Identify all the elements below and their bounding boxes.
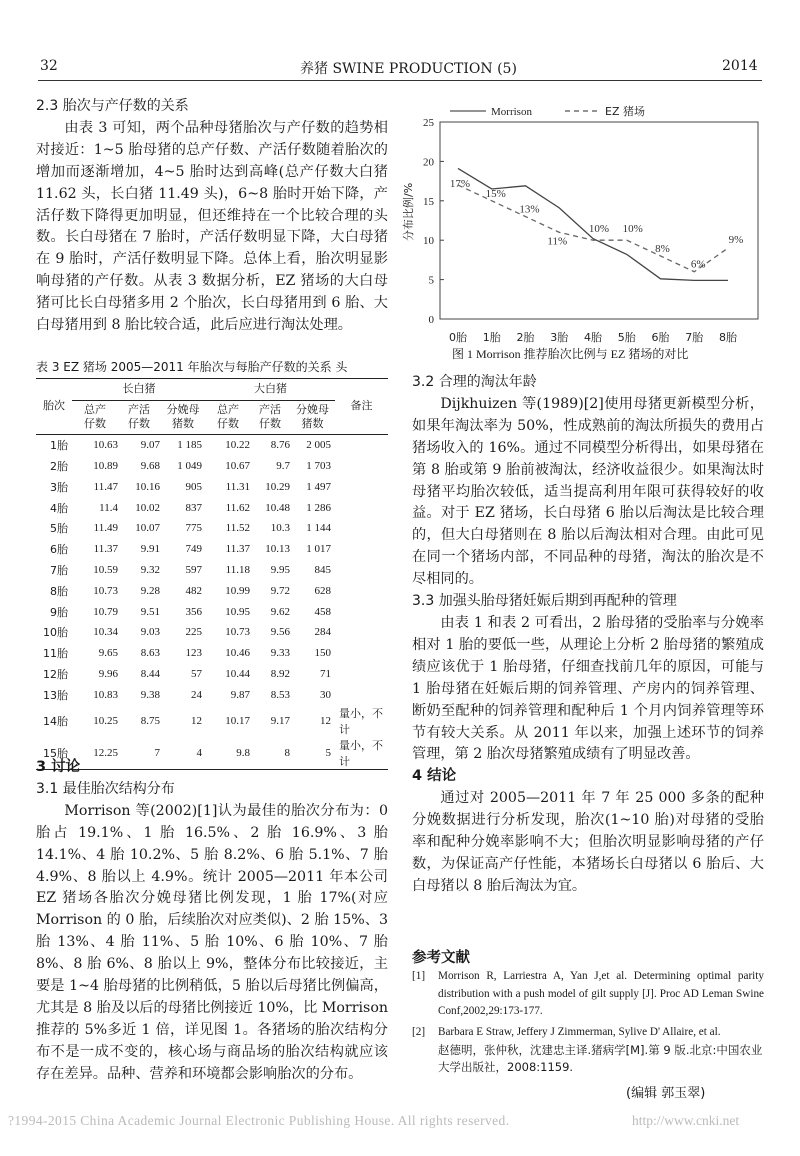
x-tick-label: 2胎 — [516, 331, 535, 344]
reference-1 — [412, 968, 764, 1021]
data-label-ez: 15% — [485, 187, 506, 200]
reference-2-text-en: Barbara E Straw, Jeffery J Zimmerman, Sylive D' Allaire, et al. — [438, 1026, 721, 1038]
data-label-ez: 13% — [519, 203, 540, 216]
table-cell: 11.37 — [93, 543, 118, 556]
table-cell-parity: 9胎 — [50, 605, 68, 619]
table-cell: 1 144 — [306, 522, 331, 535]
table-row — [36, 705, 388, 737]
th-count-l: 分娩母猪数 — [166, 403, 200, 431]
copyright-footer: ?1994-2015 China Academic Journal Electronic Publishing House. All rights reserved. — [8, 1113, 510, 1128]
table-cell: 1 703 — [306, 459, 331, 472]
table-cell: 11.62 — [225, 501, 250, 514]
y-tick-label: 0 — [428, 314, 434, 326]
table-cell: 9.96 — [98, 667, 118, 680]
table-cell-remark — [335, 622, 388, 643]
reference-2 — [412, 1024, 764, 1077]
section-3-1-body: Morrison 等(2002)[1]认为最佳的胎次分布为：0 胎占 19.1%、1 胎 16.5%、2 胎 16.9%、3 胎 14.1%、4 胎 10.2%、5 胎 8.2%、6 胎 5.1%、7 胎 4.9%、8 胎以上 4.9%。统计 2005—2011 年本公司 EZ 猪场各胎次分娩母猪比例发现，1 胎 17%(对应 Morrison 的 0 胎，后续胎次对应类似)、2 胎 15%、3 胎 13%、4 胎 11%、5 胎 10%、6 胎 10%、7 胎 8%、8 胎 6%、8 胎以上 9%，整体分布比较接近，主要是 1~4 胎母猪的比例稍低，5 胎以后母猪比例偏高，尤其是 8 胎及以后的母猪比例接近 10%，比 Morrison 推荐的 5%多近 1 倍，详见图 1。各猪场的胎次结构分布不是一成不变的，核心场与商品场的胎次结构就应该存在差异。品种、营养和环境都会影响胎次的分布。 — [36, 802, 388, 1082]
table-cell: 9.7 — [276, 459, 290, 472]
table-cell: 11.49 — [93, 522, 118, 535]
y-tick-label: 15 — [423, 195, 434, 208]
table-cell: 10.59 — [93, 563, 118, 576]
table-cell: 8.63 — [140, 647, 160, 660]
left-column — [36, 96, 388, 337]
table-row — [36, 684, 388, 705]
references-title: 参考文献 — [412, 950, 470, 966]
table-3 — [36, 378, 388, 770]
data-label-ez: 9% — [728, 234, 744, 247]
table-cell: 12.25 — [93, 747, 118, 760]
x-tick-label: 4胎 — [584, 331, 602, 344]
table-cell: 11.37 — [225, 543, 250, 556]
section-3-1-title: 3.1 最佳胎次结构分布 — [36, 780, 175, 797]
figure-1-chart — [398, 96, 766, 346]
table-cell: 10.63 — [93, 439, 118, 452]
th-live-y: 产活仔数 — [259, 403, 281, 431]
table-cell: 9.8 — [236, 747, 250, 760]
th-live-l: 产活仔数 — [128, 403, 150, 431]
section-3-2-body: Dijkhuizen 等(1989)[2]使用母猪更新模型分析，如果年淘汰率为 50%，性成熟前的淘汰所损失的费用占猪场收入的 16%。通过不同模型分析得出，如果母猪在第 8 胎或第 9 胎前被淘汰，经济收益很少。如果淘汰时母猪平均胎次较低，适当提高利用年限可获得较好的收益。对于 EZ 猪场，长白母猪 6 胎以后淘汰是比较合理的，但大白母猪则在 8 胎以后淘汰相对合理。由此可见在同一个猪场内部，不同品种的母猪，淘汰的胎次是不尽相同的。 — [412, 395, 764, 588]
section-4-title: 4 结论 — [412, 768, 457, 785]
table-cell: 837 — [185, 501, 202, 514]
table-cell: 1 049 — [177, 459, 202, 472]
journal-title: 养猪 SWINE PRODUCTION (5) — [300, 61, 517, 77]
table-cell-remark — [335, 539, 388, 560]
table-row — [36, 539, 388, 560]
table-cell-parity: 7胎 — [50, 563, 68, 577]
table-cell: 11.52 — [225, 522, 250, 535]
table-cell: 10.67 — [225, 459, 250, 472]
table-cell: 30 — [320, 688, 331, 701]
table-cell: 57 — [191, 667, 202, 680]
table-cell-remark — [335, 518, 388, 539]
table-row — [36, 601, 388, 622]
table-cell-parity: 13胎 — [43, 688, 68, 702]
table-cell-remark — [335, 684, 388, 705]
table-cell: 8.75 — [140, 715, 160, 728]
th-total-y: 总产仔数 — [217, 403, 239, 431]
table-cell: 9.32 — [140, 563, 160, 576]
table-cell: 9.91 — [140, 543, 160, 556]
figure-1-caption: 图 1 Morrison 推荐胎次比例与 EZ 猪场的对比 — [452, 347, 689, 361]
table-cell-parity: 5胎 — [50, 522, 68, 536]
table-cell: 8 — [284, 747, 290, 760]
table-cell: 1 286 — [306, 501, 331, 514]
y-tick-label: 20 — [423, 156, 434, 169]
table-cell: 123 — [185, 647, 202, 660]
table-cell: 9.72 — [270, 584, 290, 597]
table-cell: 597 — [185, 563, 202, 576]
table-cell: 9.28 — [140, 584, 160, 597]
table-cell: 10.02 — [135, 501, 160, 514]
y-tick-label: 10 — [423, 235, 434, 248]
table-cell-parity: 14胎 — [43, 715, 68, 729]
table-row — [36, 560, 388, 581]
table-cell: 9.03 — [140, 626, 160, 639]
th-yorkshire: 大白猪 — [206, 379, 335, 400]
section-3-2-title: 3.2 合理的淘汰年龄 — [412, 374, 537, 390]
table-cell-remark — [335, 643, 388, 664]
table-cell: 9.56 — [270, 626, 290, 639]
table-cell: 628 — [314, 584, 331, 597]
x-tick-label: 5胎 — [617, 331, 636, 344]
x-tick-label: 1胎 — [482, 331, 501, 344]
table-cell-parity: 6胎 — [50, 543, 68, 557]
table-cell: 8.92 — [270, 667, 290, 680]
table-cell-parity: 15胎 — [43, 747, 68, 761]
table-cell-parity: 1胎 — [50, 439, 68, 453]
table-row — [36, 434, 388, 455]
legend-morrison: Morrison — [491, 106, 532, 118]
table-cell: 11.4 — [99, 501, 118, 514]
table-cell: 10.46 — [225, 647, 250, 660]
table-cell: 8.44 — [140, 667, 160, 680]
table-row — [36, 580, 388, 601]
table-cell: 10.25 — [93, 715, 118, 728]
table-cell: 10.44 — [225, 667, 250, 680]
x-tick-label: 8胎 — [719, 331, 737, 344]
x-tick-label: 7胎 — [685, 331, 704, 344]
x-tick-label: 6胎 — [651, 331, 670, 344]
data-label-ez: 10% — [588, 223, 610, 236]
reference-2-text-zh: 赵德明，张仲秋，沈建忠主译.猪病学[M].第 9 版.北京:中国农业大学出版社，2008:1159. — [438, 1042, 763, 1074]
section-2-3-title: 2.3 胎次与产仔数的关系 — [36, 98, 189, 114]
th-count-y: 分娩母猪数 — [296, 403, 329, 431]
plot-frame — [440, 122, 758, 319]
editor-note: (编辑 郭玉翠) — [626, 1086, 706, 1101]
table-cell: 10.89 — [93, 459, 118, 472]
table-cell-parity: 4胎 — [50, 501, 68, 515]
table-row — [36, 497, 388, 518]
table-cell-parity: 12胎 — [43, 667, 68, 681]
table-cell: 10.83 — [93, 688, 118, 701]
section-4-body: 通过对 2005—2011 年 7 年 25 000 多条的配种分娩数据进行分析发现，胎次(1~10 胎)对母猪的受胎率和配种分娩率影响不大；但胎次明显影响母猪的产仔数，为保证高产仔性能，本猪场长白母猪以 6 胎后、大白母猪以 8 胎后淘汰为宜。 — [412, 790, 764, 894]
table-row — [36, 456, 388, 477]
section-3-title: 3 讨论 — [36, 759, 81, 775]
table-row — [36, 622, 388, 643]
table-cell: 10.17 — [225, 715, 250, 728]
table-cell-parity: 11胎 — [43, 647, 68, 661]
table-cell: 482 — [185, 584, 202, 597]
table-cell-parity: 8胎 — [50, 584, 68, 598]
table-cell-remark — [335, 580, 388, 601]
table-cell: 10.73 — [93, 584, 118, 597]
right-column — [412, 372, 764, 898]
data-label-ez: 11% — [547, 235, 568, 248]
th-landrace: 长白猪 — [72, 379, 206, 400]
table-cell: 10.73 — [225, 626, 250, 639]
table-cell: 10.13 — [265, 543, 290, 556]
table-cell-parity: 2胎 — [50, 459, 68, 473]
table-cell-remark: 量小，不计 — [339, 707, 383, 737]
table-cell: 11.18 — [225, 563, 250, 576]
table-cell-parity: 3胎 — [50, 480, 68, 494]
th-remark: 备注 — [350, 399, 373, 413]
table-row — [36, 476, 388, 497]
table-cell: 1 497 — [306, 480, 331, 493]
x-tick-label: 0胎 — [449, 331, 467, 344]
cnki-url[interactable]: http://www.cnki.net — [632, 1113, 740, 1128]
y-axis-label: 分布比例/% — [402, 182, 415, 241]
y-tick-label: 5 — [428, 274, 434, 287]
table-cell: 9.51 — [140, 605, 160, 618]
table-3-body — [36, 434, 388, 769]
table-cell: 12 — [320, 715, 331, 728]
table-cell: 8.76 — [270, 439, 290, 452]
table-cell: 10.48 — [265, 501, 290, 514]
table-cell: 150 — [314, 647, 331, 660]
table-cell: 12 — [191, 715, 202, 728]
table-cell: 10.3 — [270, 522, 290, 535]
table-cell-remark — [335, 497, 388, 518]
year: 2014 — [722, 58, 758, 74]
th-parity: 胎次 — [43, 399, 65, 413]
table-cell: 10.95 — [225, 605, 250, 618]
table-cell-remark — [335, 456, 388, 477]
table-cell-remark — [335, 664, 388, 685]
table-cell: 10.22 — [225, 439, 250, 452]
table-cell: 284 — [314, 626, 331, 639]
table-cell: 9.62 — [270, 605, 290, 618]
reference-1-text: Morrison R, Larriestra A, Yan J,et al. Determining optimal parity distribution with a push model of gilt supply [J]. Proc AD Leman Swine Conf,2002,29:173-177. — [438, 970, 764, 1017]
table-cell: 905 — [185, 480, 202, 493]
table-cell-remark: 量小，不计 — [339, 739, 383, 769]
table-cell: 24 — [191, 688, 202, 701]
data-label-ez: 17% — [449, 178, 471, 191]
table-row — [36, 664, 388, 685]
table-cell-remark — [335, 476, 388, 497]
section-3-3-title: 3.3 加强头胎母猪妊娠后期到再配种的管理 — [412, 593, 677, 610]
section-2-3-body: 由表 3 可知，两个品种母猪胎次与产仔数的趋势相对接近：1~5 胎母猪的总产仔数、产活仔数随着胎次的增加而逐渐增加，4~5 胎时达到高峰(总产仔数大白猪 11.62 头，长白猪 11.49 头)，6~8 胎时开始下降，产活仔数下降得更加明显，但还维持在一个比较合理的头数。长白母猪在 7 胎时，产活仔数明显下降，大白母猪在 9 胎时，产活仔数明显下降。总体上看，胎次明显影响母猪的产仔数。从表 3 数据分析，EZ 猪场的大白母猪可比长白母猪多用 2 个胎次，长白母猪用到 6 胎、大白母猪用到 8 胎比较合适，此后应进行淘汰处理。 — [36, 119, 388, 334]
table-row — [36, 643, 388, 664]
table-cell: 458 — [314, 605, 331, 618]
table-cell: 10.29 — [265, 480, 290, 493]
table-cell: 8.53 — [270, 688, 290, 701]
table-cell-remark — [335, 601, 388, 622]
table-cell-remark — [335, 560, 388, 581]
table-cell-parity: 10胎 — [43, 626, 68, 640]
table-cell: 5 — [325, 747, 331, 760]
table-cell: 9.07 — [140, 439, 160, 452]
table-cell: 9.33 — [270, 647, 290, 660]
table-cell: 10.79 — [93, 605, 118, 618]
table-row — [36, 518, 388, 539]
x-tick-label: 3胎 — [550, 331, 569, 344]
table-cell: 356 — [185, 605, 202, 618]
table-cell: 749 — [185, 543, 202, 556]
table-cell: 10.07 — [135, 522, 160, 535]
table-cell: 7 — [154, 747, 160, 760]
table-cell: 775 — [185, 522, 202, 535]
th-total-l: 总产仔数 — [84, 403, 106, 431]
table-cell: 10.99 — [225, 584, 250, 597]
table-3-caption: 表 3 EZ 猪场 2005—2011 年胎次与每胎产仔数的关系 头 — [36, 360, 348, 374]
reference-2-number: [2] — [412, 1026, 426, 1038]
table-cell: 9.17 — [270, 715, 290, 728]
legend-ez: EZ 猪场 — [605, 105, 645, 118]
data-label-ez: 8% — [655, 242, 670, 255]
table-cell: 9.65 — [98, 647, 118, 660]
table-cell: 10.34 — [93, 626, 118, 639]
table-cell: 9.95 — [270, 563, 290, 576]
table-cell: 10.16 — [135, 480, 160, 493]
page-number: 32 — [40, 58, 58, 74]
reference-1-number: [1] — [412, 970, 426, 982]
table-cell: 11.31 — [225, 480, 250, 493]
section-3-3-body: 由表 1 和表 2 可看出，2 胎母猪的受胎率与分娩率相对 1 胎的要低一些，从理论上分析 2 胎母猪的繁殖成绩应该优于 1 胎母猪，仔细查找前几年的原因，可能与 1 胎母猪在妊娠后期的饲养管理、产房内的饲养管理、断奶至配种的饲养管理和配种后 1 个月内饲养管理等环节有较大关系。从 2011 年以来，加强上述环节的饲养管理，第 2 胎次母猪繁殖成绩有了明显改善。 — [412, 614, 764, 763]
table-cell: 4 — [196, 747, 202, 760]
data-label-ez: 10% — [622, 223, 643, 236]
table-cell: 11.47 — [93, 480, 118, 493]
y-tick-label: 25 — [423, 117, 434, 129]
header-rule — [38, 80, 762, 81]
table-cell: 9.87 — [230, 688, 250, 701]
table-cell: 225 — [185, 626, 202, 639]
data-label-ez: 6% — [690, 258, 706, 271]
table-cell: 1 185 — [177, 439, 202, 452]
table-cell-remark — [335, 434, 388, 455]
table-cell: 2 005 — [306, 439, 331, 452]
table-cell: 1 017 — [306, 543, 331, 556]
table-cell: 71 — [320, 667, 331, 680]
table-cell: 9.68 — [140, 459, 160, 472]
left-column-lower — [36, 757, 388, 1086]
table-cell: 9.38 — [140, 688, 160, 701]
table-cell: 845 — [314, 563, 331, 576]
